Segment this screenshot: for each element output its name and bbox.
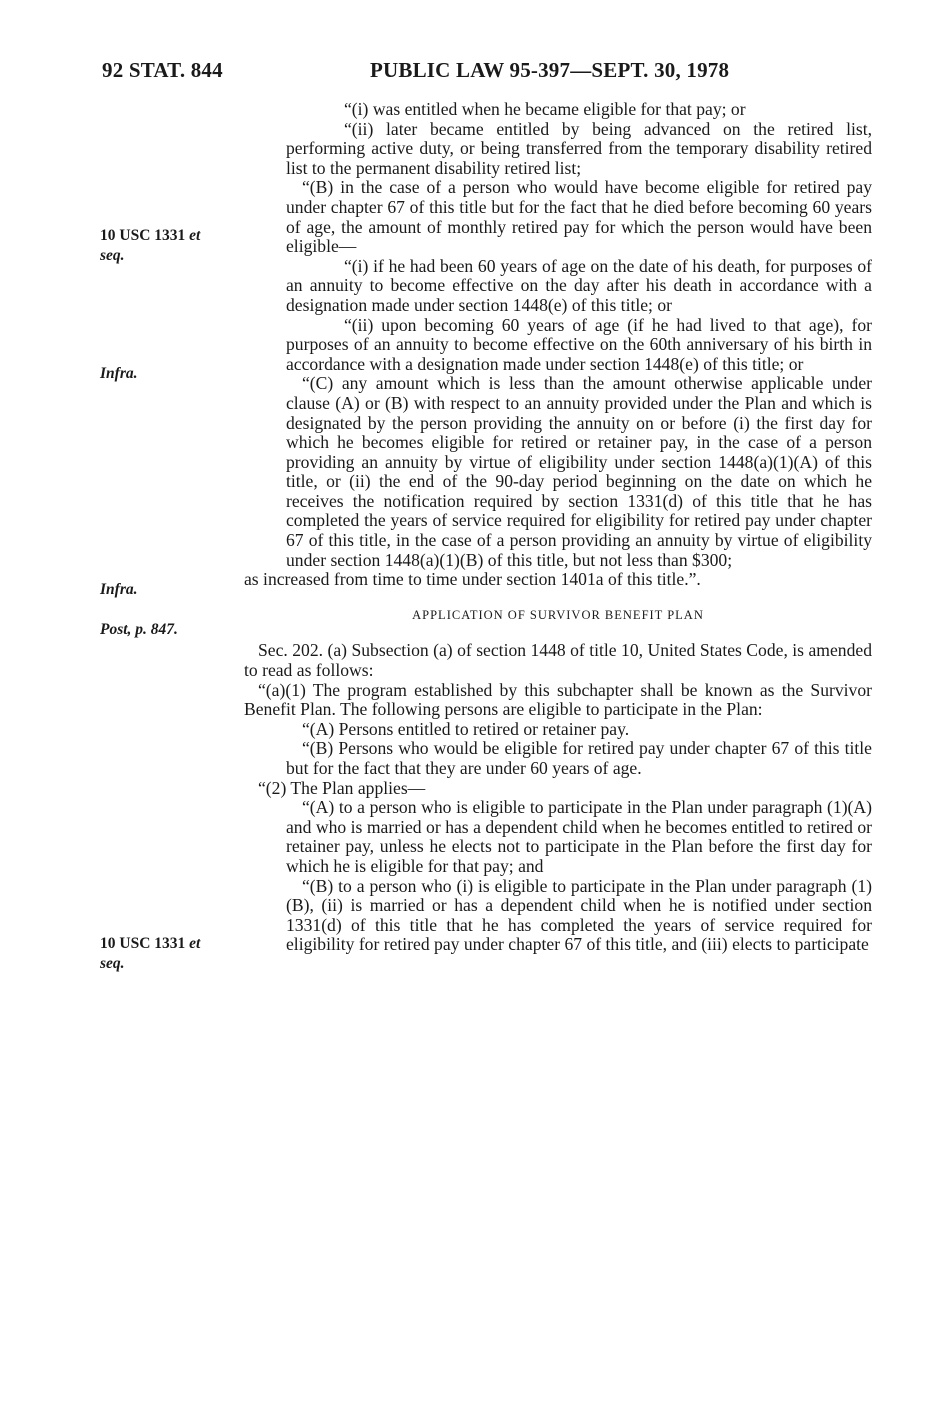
- clause-1-a: “(A) Persons entitled to retired or retainer pay.: [302, 718, 630, 739]
- clause-c: “(C) any amount which is less than the amount otherwise applicable under clause (A) or (B) with respect to an annuity provided under the Plan and which is designated by the person providing the annuity on or before (i) the first day for which he becomes eligible for retired or retainer pay, in the case of a person providing an annuity by virtue of eligibility under section 1448(a)(1)(A) of this title, or (ii) the end of the 90-day period beginning on the date on which he receives the notification required by section 1331(d) of this title that he has completed the years of service required for eligibility for retired pay under chapter 67 of this title, in the case of a person providing an annuity by virtue of eligibility under section 1448(a)(1)(B) of this title, but not less than $300;: [286, 373, 872, 570]
- clause-1-b: “(B) Persons who would be eligible for retired pay under chapter 67 of this title but for the fact that they are under 60 years of age.: [286, 738, 872, 778]
- clause-i: “(i) was entitled when he became eligible for that pay; or: [344, 99, 746, 119]
- clause-b-ii: “(ii) upon becoming 60 years of age (if he had lived to that age), for purposes of an annuity to become effective on the 60th anniversary of his birth in accordance with a designation made under section 1448(e) of this title; or: [286, 314, 872, 374]
- closing-line: as increased from time to time under section 1401a of this title.”.: [244, 569, 701, 590]
- paragraph-2: “(2) The Plan applies—: [258, 777, 426, 798]
- margin-note-usc-seq: seq.: [100, 247, 125, 264]
- sec-202-intro: Sec. 202. (a) Subsection (a) of section 1448 of title 10, United States Code, is amended to read as follows:: [244, 640, 872, 681]
- margin-note-infra: Infra.: [100, 365, 138, 382]
- margin-note-usc-cite: 10 USC 1331: [100, 935, 186, 952]
- margin-note-usc-cite: 10 USC 1331: [100, 227, 186, 244]
- subsection-a-1: “(a)(1) The program established by this subchapter shall be known as the Survivor Benefit Plan. The following persons are eligible to participate in the Plan:: [244, 679, 872, 720]
- clause-ii: “(ii) later became entitled by being advanced on the retired list, performing active duty, or being transferred from the temporary disability retired list to the permanent disability retired list;: [286, 118, 872, 178]
- margin-note-post: Post, p. 847.: [100, 621, 178, 638]
- clause-2-a: “(A) to a person who is eligible to participate in the Plan under paragraph (1)(A) and who is married or has a dependent child when he becomes entitled to retired or retainer pay, unless he elects not to participate in the Plan before the first day for which he is eligible for that pay; and: [286, 797, 872, 876]
- margin-note-usc-et: et: [189, 227, 201, 244]
- page-running-title: PUBLIC LAW 95-397—SEPT. 30, 1978: [370, 58, 730, 82]
- margin-note-usc: [100, 934, 250, 974]
- page-stat-number: 92 STAT. 844: [102, 58, 223, 82]
- section-heading: APPLICATION OF SURVIVOR BENEFIT PLAN: [412, 607, 704, 622]
- clause-2-b: “(B) to a person who (i) is eligible to participate in the Plan under paragraph (1)(B), (ii) is married or has a dependent child when he is notified under section 1331(d) of this title that he has completed the years of service required for eligibility for retired pay under chapter 67 of this title, and (iii) elects to participate: [286, 875, 872, 955]
- statute-text: [244, 100, 872, 955]
- margin-note-usc: [100, 226, 250, 266]
- clause-b-i: “(i) if he had been 60 years of age on the date of his death, for purposes of an annuity to become effective on the day after his death in accordance with a designation made under section 1448(e) of this title; or: [286, 255, 872, 315]
- margin-note-usc-seq: seq.: [100, 955, 125, 972]
- clause-b: “(B) in the case of a person who would have become eligible for retired pay under chapter 67 of this title but for the fact that he died before becoming 60 years of age, the amount of monthly retired pay for which the person would have been eligible—: [286, 177, 872, 257]
- margin-note-infra: Infra.: [100, 581, 138, 598]
- margin-note-usc-et: et: [189, 935, 201, 952]
